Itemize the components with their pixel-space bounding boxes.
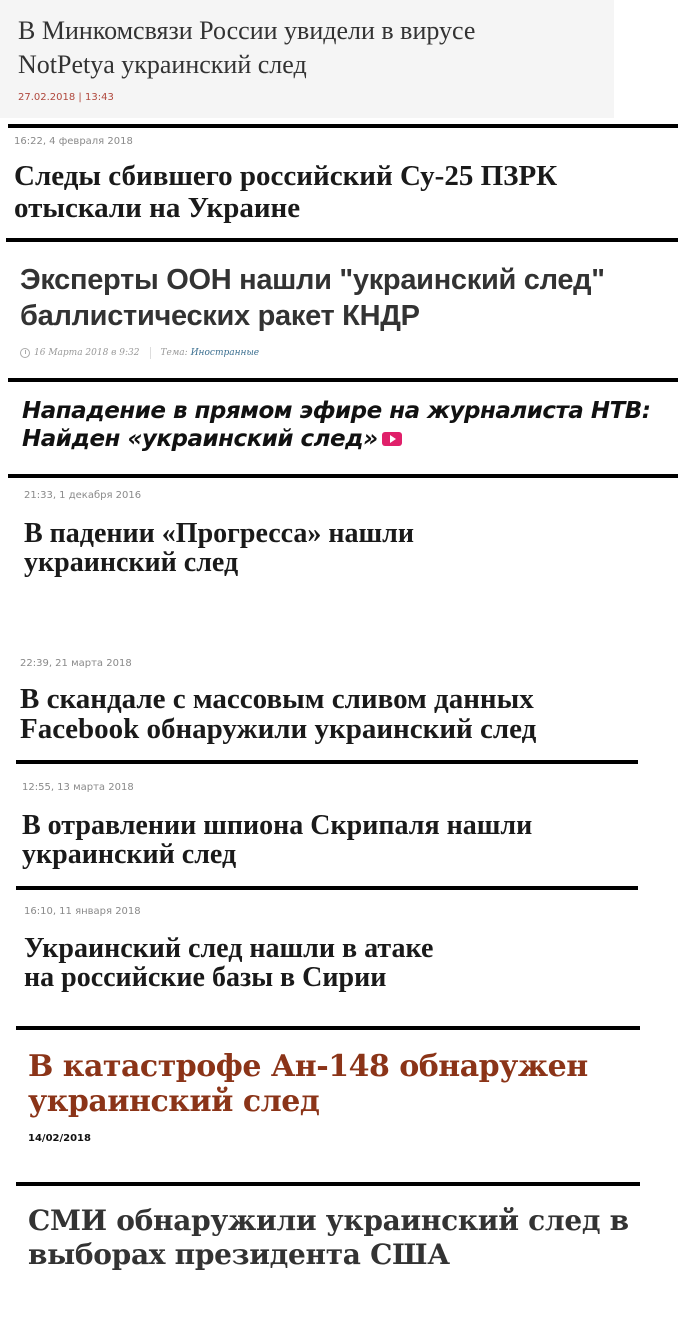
headline-line-1: В катастрофе Ан-148 обнаружен bbox=[28, 1049, 588, 1084]
headline-title[interactable] bbox=[14, 161, 654, 225]
headline-timestamp: 16:22, 4 февраля 2018 bbox=[14, 136, 133, 147]
headline-title[interactable] bbox=[28, 1050, 668, 1119]
headline-line-2: NotPetya украинский след bbox=[18, 49, 307, 79]
headline-timestamp: 12:55, 13 марта 2018 bbox=[22, 782, 134, 793]
headline-card-skripal[interactable] bbox=[22, 782, 662, 870]
divider-rule bbox=[16, 760, 638, 764]
divider-rule bbox=[6, 238, 678, 242]
topic-label: Тема: bbox=[160, 347, 188, 358]
headline-timestamp: 22:39, 21 марта 2018 bbox=[20, 658, 132, 669]
headline-title[interactable] bbox=[20, 685, 660, 744]
headline-card-kndr[interactable] bbox=[20, 262, 660, 359]
headline-line-1: Следы сбившего российский Су-25 ПЗРК bbox=[14, 160, 558, 192]
headline-line-2-wrap bbox=[22, 426, 662, 454]
headline-line-2: отыскали на Украине bbox=[14, 191, 301, 224]
headline-line-2: украинский след bbox=[28, 1083, 320, 1119]
headline-line-1: СМИ обнаружили украинский след в bbox=[28, 1204, 629, 1237]
headline-line-2: Найден «украинский след» bbox=[22, 425, 378, 452]
headline-card-usa-elections[interactable] bbox=[28, 1204, 668, 1272]
headline-card-ntv[interactable] bbox=[22, 398, 662, 453]
headline-line-1: Украинский след нашли в атаке bbox=[24, 933, 434, 964]
headline-line-2: выборах президента США bbox=[28, 1238, 450, 1272]
play-video-icon[interactable] bbox=[382, 432, 402, 446]
headline-title[interactable] bbox=[18, 14, 596, 82]
headline-card-facebook[interactable] bbox=[20, 658, 660, 744]
headline-timestamp: 21:33, 1 декабря 2016 bbox=[24, 490, 142, 501]
headline-date: 16 Марта 2018 в 9:32 bbox=[34, 347, 140, 358]
headline-card-an148[interactable] bbox=[28, 1050, 668, 1144]
divider-rule bbox=[16, 1182, 640, 1186]
divider-rule bbox=[16, 886, 638, 890]
headline-title[interactable] bbox=[22, 398, 662, 453]
headline-title[interactable] bbox=[24, 519, 664, 578]
divider-rule bbox=[8, 474, 678, 478]
headline-line-2: украинский след bbox=[22, 839, 237, 871]
headline-line-2: украинский след bbox=[24, 547, 239, 579]
headline-title[interactable] bbox=[20, 262, 660, 335]
headline-timestamp: 16:10, 11 января 2018 bbox=[24, 906, 141, 917]
headline-card-notpetya[interactable] bbox=[0, 0, 614, 118]
headline-line-1: Эксперты ООН нашли "украинский след" bbox=[20, 264, 605, 296]
headline-card-su25[interactable] bbox=[14, 136, 654, 225]
headline-line-1: В Минкомсвязи России увидели в вирусе bbox=[18, 16, 476, 45]
headline-title[interactable] bbox=[24, 934, 664, 993]
divider-rule bbox=[8, 378, 678, 382]
headline-date: 14/02/2018 bbox=[28, 1133, 91, 1144]
headline-meta-row bbox=[20, 347, 660, 359]
headline-line-2: баллистических ракет КНДР bbox=[20, 300, 420, 333]
headline-line-2: на российские базы в Сирии bbox=[24, 962, 387, 994]
headline-title[interactable] bbox=[28, 1204, 668, 1272]
headline-line-1: В отравлении шпиона Скрипаля нашли bbox=[22, 810, 533, 841]
headline-card-syria[interactable] bbox=[24, 906, 664, 993]
headline-line-1: В скандале с массовым сливом данных bbox=[20, 683, 534, 715]
headline-card-progress[interactable] bbox=[24, 490, 664, 578]
clock-icon bbox=[20, 348, 30, 358]
meta-separator bbox=[150, 347, 151, 359]
headline-line-2: Facebook обнаружили украинский след bbox=[20, 712, 537, 745]
headline-title[interactable] bbox=[22, 811, 662, 870]
headline-date: 27.02.2018 | 13:43 bbox=[18, 91, 114, 103]
topic-link[interactable]: Иностранные bbox=[190, 347, 260, 358]
headline-line-1: Нападение в прямом эфире на журналиста НТВ: bbox=[22, 398, 651, 424]
divider-rule bbox=[16, 1026, 640, 1030]
divider-rule bbox=[8, 124, 678, 128]
headline-line-1: В падении «Прогресса» нашли bbox=[24, 518, 415, 549]
